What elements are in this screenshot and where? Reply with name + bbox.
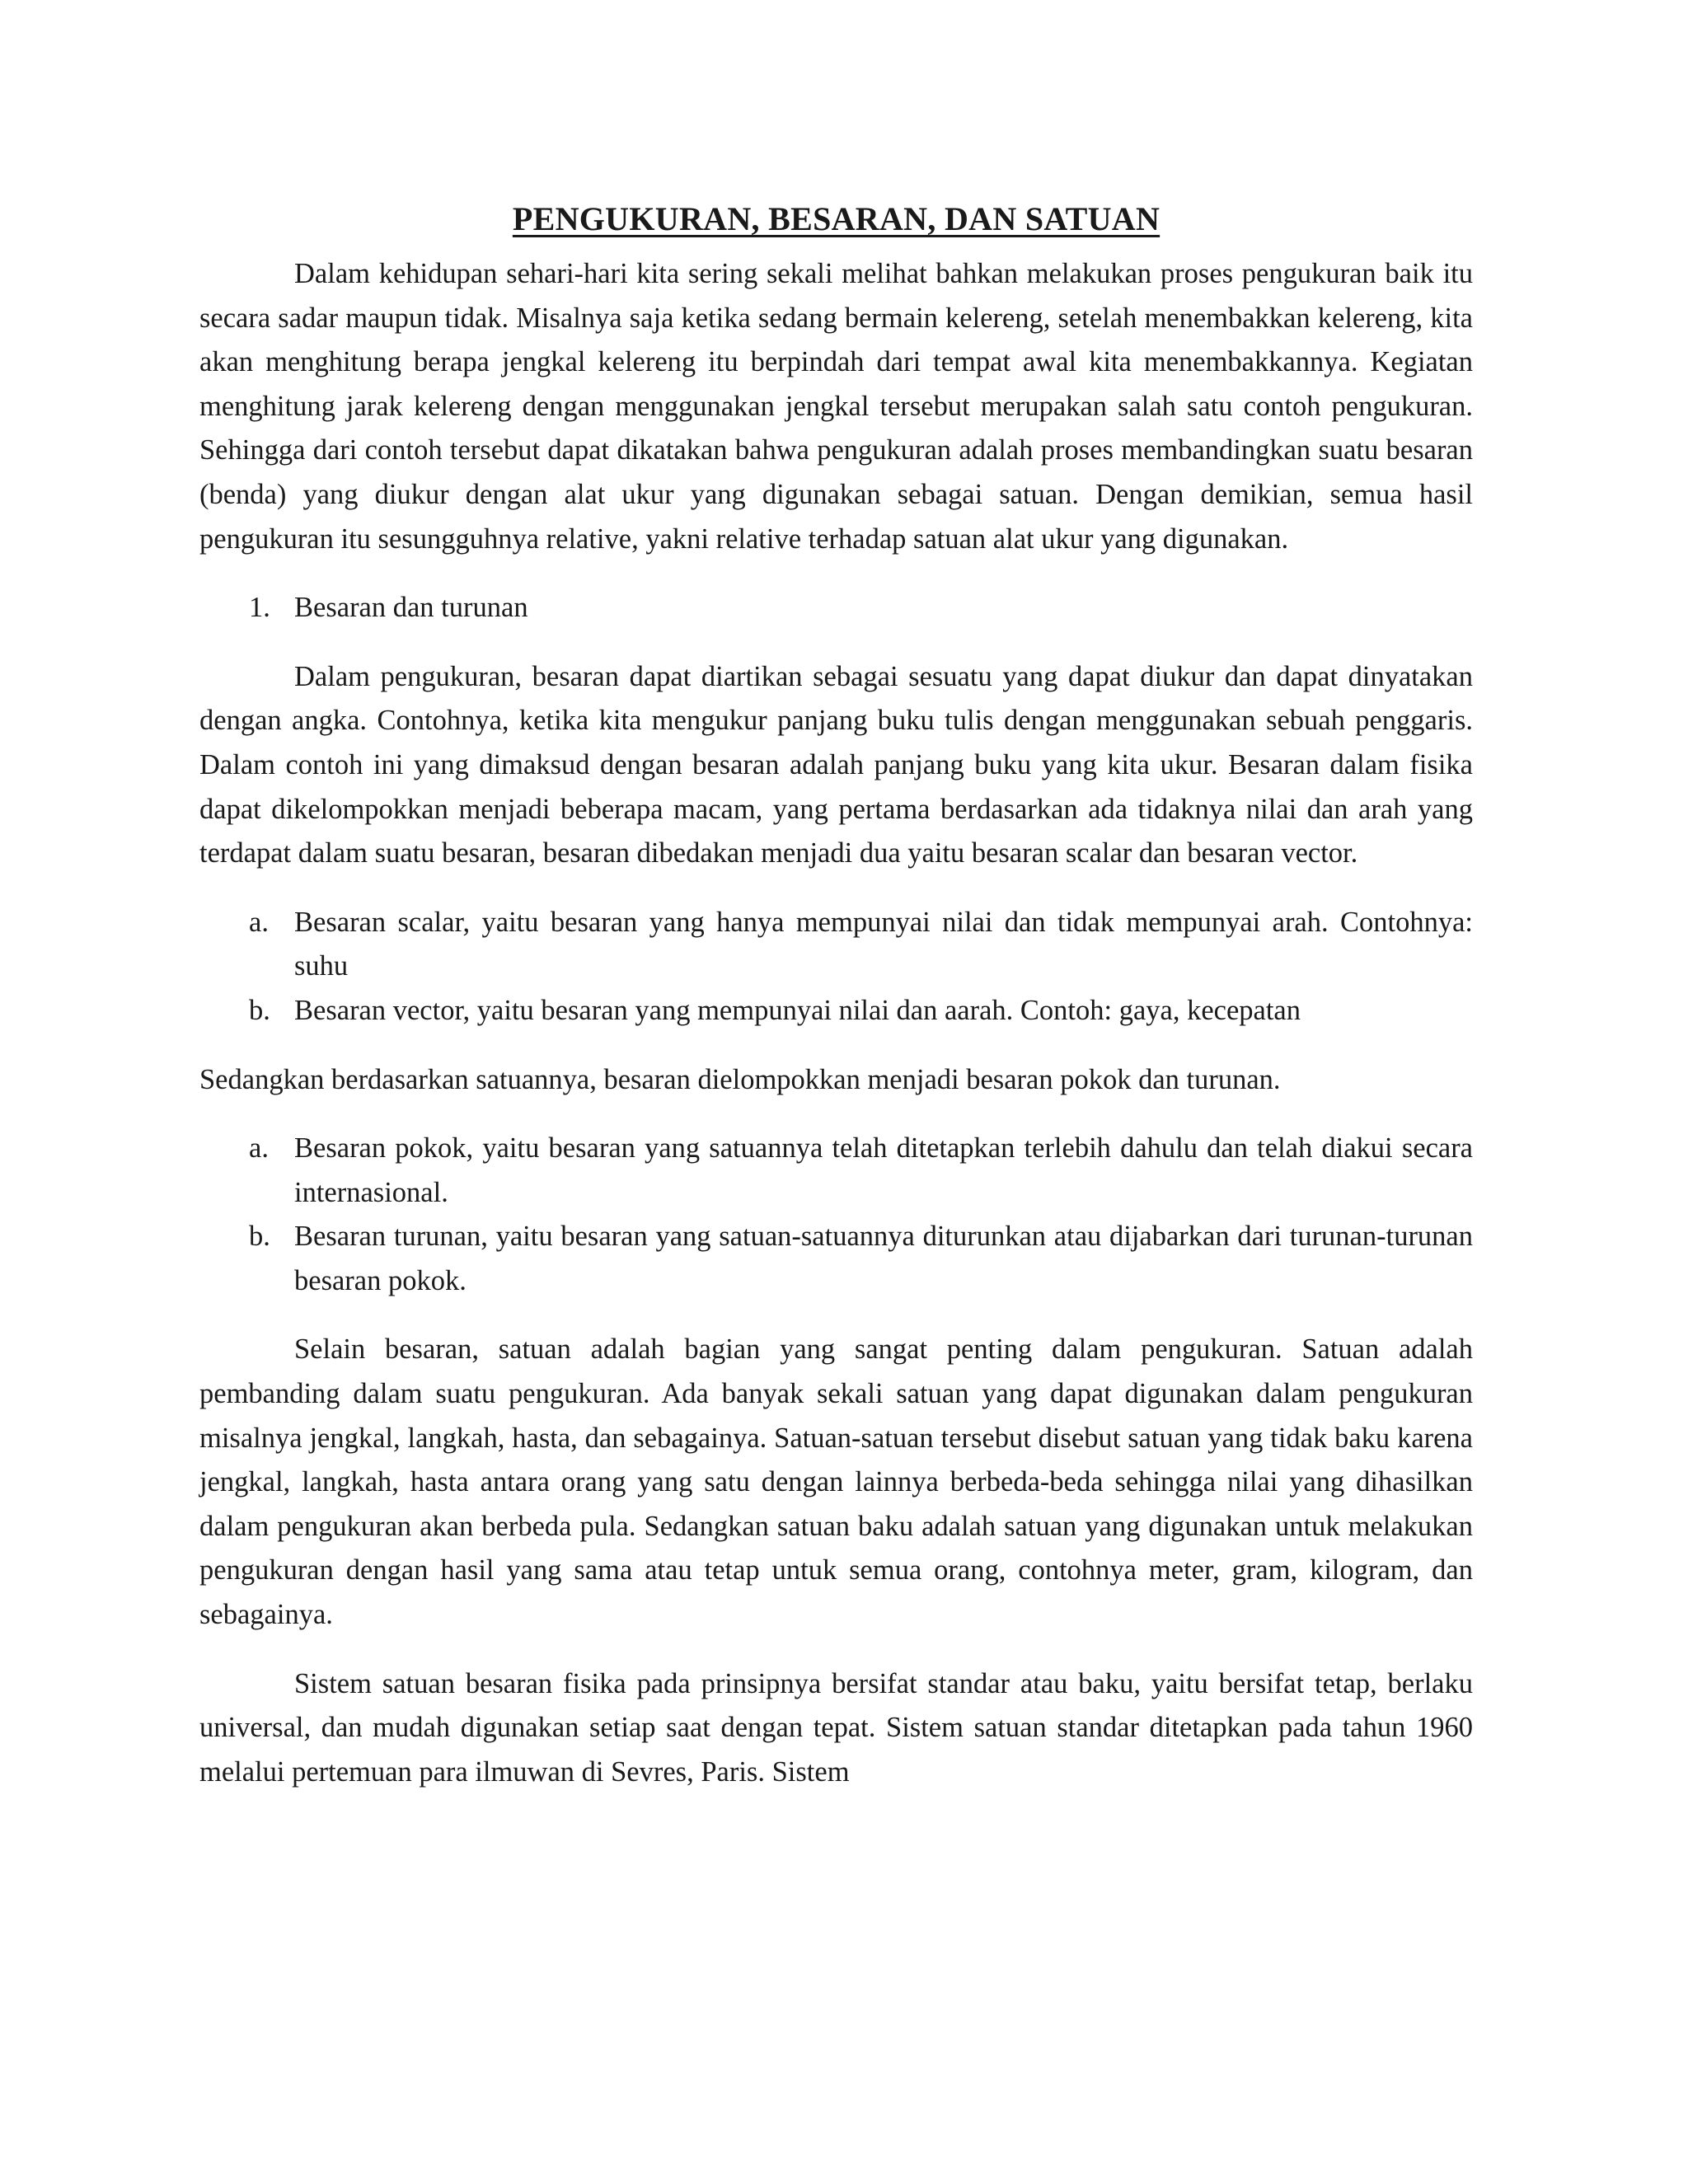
list-item-text: Besaran vector, yaitu besaran yang mempunyai nilai dan aarah. Contoh: gaya, kecepatan xyxy=(294,994,1301,1026)
section-number: 1. xyxy=(249,592,270,624)
list-item xyxy=(199,1215,1473,1303)
besaran-paragraph: Dalam pengukuran, besaran dapat diartikan sebagai sesuatu yang dapat diukur dan dapat dinyatakan dengan angka. Contohnya, ketika kita mengukur panjang buku tulis dengan menggunakan sebuah penggaris. Dalam contoh ini yang dimaksud dengan besaran adalah panjang buku yang kita ukur. Besaran dalam fisika dapat dikelompokkan menjadi beberapa macam, yang pertama berdasarkan ada tidaknya nilai dan arah yang terdapat dalam suatu besaran, besaran dibedakan menjadi dua yaitu besaran scalar dan besaran vector. xyxy=(199,660,1473,869)
list-item xyxy=(199,1127,1473,1215)
list-marker: b. xyxy=(249,994,270,1026)
intro-paragraph: Dalam kehidupan sehari-hari kita sering sekali melihat bahkan melakukan proses pengukuran baik itu secara sadar maupun tidak. Misalnya saja ketika sedang bermain kelereng, setelah menembakkan kelereng, kita akan menghitung berapa jengkal kelereng itu berpindah dari tempat awal kita menembakkannya. Kegiatan menghitung jarak kelereng dengan menggunakan jengkal tersebut merupakan salah satu contoh pengukuran. Sehingga dari contoh tersebut dapat dikatakan bahwa pengukuran adalah proses membandingkan suatu besaran (benda) yang diukur dengan alat ukur yang digunakan sebagai satuan. Dengan demikian, semua hasil pengukuran itu sesungguhnya relative, yakni relative terhadap satuan alat ukur yang digunakan. xyxy=(199,258,1473,555)
document-body xyxy=(199,194,1473,1794)
sistem-paragraph: Sistem satuan besaran fisika pada prinsipnya bersifat standar atau baku, yaitu bersifat tetap, berlaku universal, dan mudah digunakan setiap saat dengan tepat. Sistem satuan standar ditetapkan pada tahun 1960 melalui pertemuan para ilmuwan di Sevres, Paris. Sistem xyxy=(199,1667,1473,1788)
list-marker: a. xyxy=(249,906,269,938)
list-marker: a. xyxy=(249,1132,269,1165)
list-item-text: Besaran turunan, yaitu besaran yang satuan-satuannya diturunkan atau dijabarkan dari turunan-turunan besaran pokok. xyxy=(294,1221,1473,1296)
satuan-group-paragraph: Sedangkan berdasarkan satuannya, besaran dielompokkan menjadi besaran pokok dan turunan. xyxy=(199,1063,1281,1095)
list-item xyxy=(199,989,1473,1033)
list-item-text: Besaran scalar, yaitu besaran yang hanya mempunyai nilai dan tidak mempunyai arah. Contohnya: suhu xyxy=(294,906,1473,982)
list-item-text: Besaran pokok, yaitu besaran yang satuannya telah ditetapkan terlebih dahulu dan telah diakui secara internasional. xyxy=(294,1132,1473,1208)
document-title: PENGUKURAN, BESARAN, DAN SATUAN xyxy=(512,200,1160,237)
list-item xyxy=(199,901,1473,989)
satuan-paragraph: Selain besaran, satuan adalah bagian yang sangat penting dalam pengukuran. Satuan adalah pembanding dalam suatu pengukuran. Ada banyak sekali satuan yang dapat digunakan dalam pengukuran misalnya jengkal, langkah, hasta, dan sebagainya. Satuan-satuan tersebut disebut satuan yang tidak baku karena jengkal, langkah, hasta antara orang yang satu dengan lainnya berbeda-beda sehingga nilai yang dihasilkan dalam pengukuran akan berbeda pula. Sedangkan satuan baku adalah satuan yang digunakan untuk melakukan pengukuran dengan hasil yang sama atau tetap untuk semua orang, contohnya meter, gram, kilogram, dan sebagainya. xyxy=(199,1333,1473,1631)
list-marker: b. xyxy=(249,1221,270,1253)
section-heading xyxy=(199,586,1473,630)
section-heading-text: Besaran dan turunan xyxy=(294,592,528,624)
